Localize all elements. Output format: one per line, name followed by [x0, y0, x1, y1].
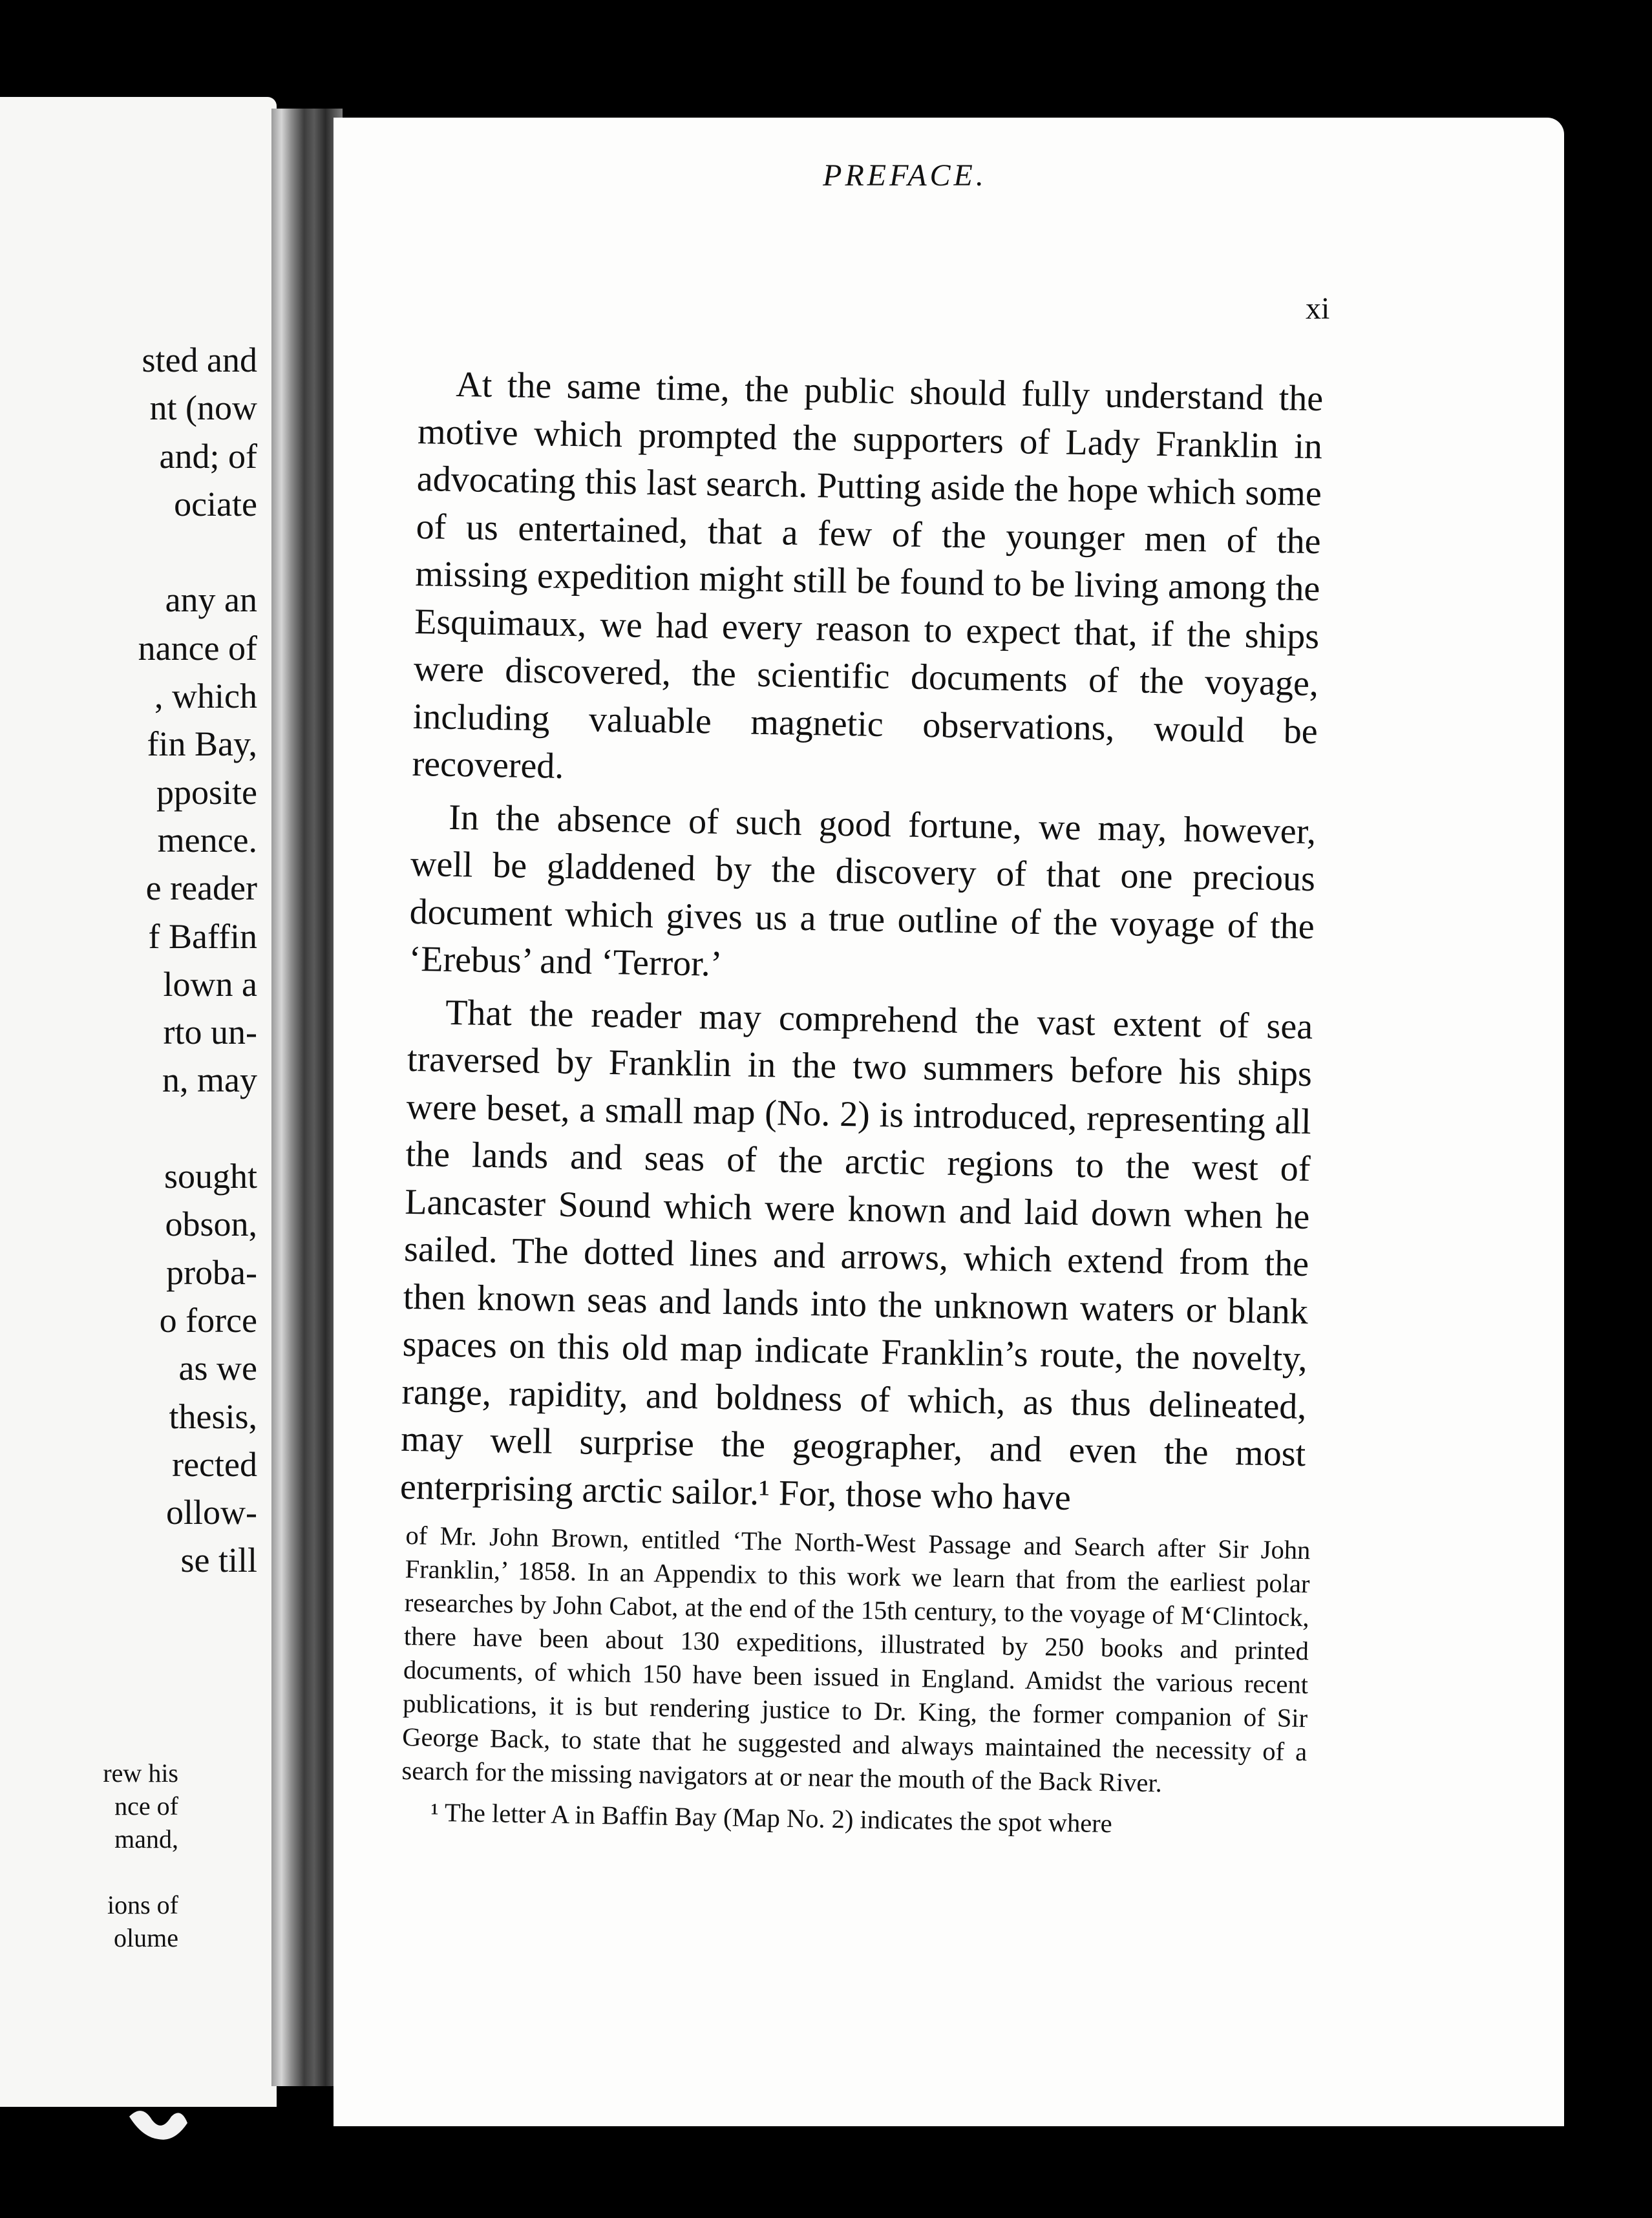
left-note-line: mand, — [114, 1824, 178, 1854]
left-line: nance of — [138, 628, 257, 668]
running-head: PREFACE. — [823, 158, 987, 193]
paragraph: That the reader may comprehend the vast extent of sea traversed by Franklin in the two summers before his ships were beset, a small map (No. 2) is introduced, representing all the lands and seas of the arctic regions to the west of Lancaster Sound which were known and laid down when he sailed. The dotted lines and arrows, which extend from the then known seas and lands into the unknown waters or blank spaces on this old map indicate Franklin’s route, the novelty, range, rapidity, and boldness of which, as thus delineated, may well surprise the geographer, and even the most enterprising arctic sailor.¹ For, those who have — [399, 992, 1313, 1518]
left-note-line: ions of — [107, 1890, 178, 1919]
left-line: sted and — [142, 341, 257, 379]
paper-damage-mark — [123, 2097, 200, 2149]
left-note-line: nce of — [114, 1791, 178, 1821]
body-text — [399, 361, 1323, 1526]
left-line: rected — [172, 1444, 257, 1484]
left-line: thesis, — [169, 1397, 257, 1436]
left-line: as we — [178, 1349, 257, 1388]
left-line: obson, — [165, 1205, 257, 1244]
left-line: o force — [159, 1300, 257, 1340]
left-line: and; of — [159, 436, 257, 476]
left-line: mence. — [157, 820, 257, 860]
left-line: ollow- — [166, 1493, 257, 1532]
page-number: xi — [1306, 291, 1330, 326]
footnotes — [401, 1519, 1311, 1844]
footnote-1: ¹ The letter A in Baffin Bay (Map No. 2) indicates the spot where — [430, 1797, 1113, 1839]
left-line — [0, 528, 277, 576]
left-line: any an — [165, 580, 257, 620]
left-line: lown a — [163, 964, 257, 1004]
left-line: n, may — [162, 1061, 257, 1100]
left-line: f Baffin — [148, 916, 257, 956]
left-line: e reader — [145, 869, 257, 908]
book-gutter — [271, 109, 343, 2086]
left-line: pposite — [156, 772, 257, 812]
left-page-body — [0, 336, 277, 1585]
left-note-line: olume — [114, 1923, 178, 1952]
left-line: ociate — [174, 484, 257, 523]
left-note-line: rew his — [103, 1759, 178, 1788]
left-line: sought — [164, 1157, 257, 1196]
left-facing-page — [0, 97, 277, 2107]
left-line — [0, 1104, 277, 1152]
left-line: , which — [154, 677, 257, 716]
left-line: fin Bay, — [147, 724, 257, 764]
paragraph: In the absence of such good fortune, we may, however, well be gladdened by the discovery of that one precious document which gives us a true outline of the voyage of the ‘Erebus’ and ‘Terror.’ — [408, 797, 1317, 984]
footnote-continuation: of Mr. John Brown, entitled ‘The North-West Passage and Search after Sir John Franklin,’ 1858. In an Appendix to this work we learn that from the earliest polar researches by John Cabot, at the end of the 15th century, to the voyage of M‘Clintock, there have been about 130 expeditions, illustrated by 250 books and printed documents, of which 150 have been issued in England. Amidst the various recent publications, it is but rendering justice to Dr. King, the former companion of Sir George Back, to state that he suggested and always maintained the necessity of a search for the missing navigators at or near the mouth of the Back River. — [401, 1520, 1311, 1798]
paragraph: At the same time, the public should fully understand the motive which prompted the supporters of Lady Franklin in advocating this last search. Putting aside the hope which some of us entertained, that a few of the younger men of the missing expedition might still be found to be living among the Esquimaux, we had every reason to expect that, if the ships were discovered, the scientific documents of the voyage, including valuable magnetic observations, would be recovered. — [412, 364, 1324, 787]
left-line: nt (now — [149, 388, 257, 428]
left-line: se till — [180, 1541, 257, 1580]
left-line: rto un- — [163, 1013, 257, 1052]
left-line: proba- — [166, 1252, 257, 1292]
left-page-footnotes — [0, 1757, 277, 1954]
left-note-line — [0, 1855, 277, 1888]
